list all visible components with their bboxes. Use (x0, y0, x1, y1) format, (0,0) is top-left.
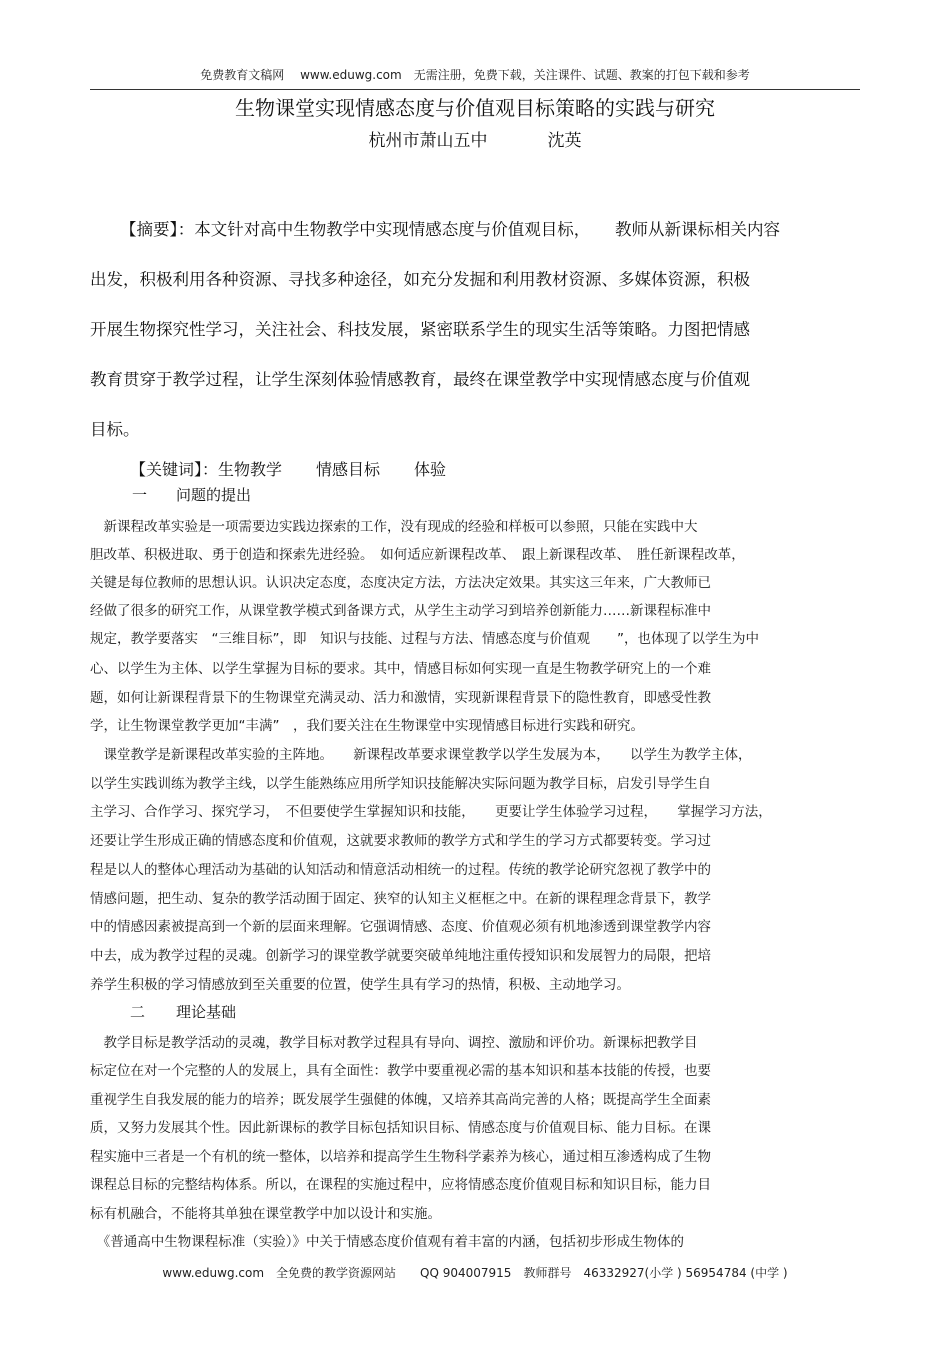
paragraph-line: 标有机融合，不能将其单独在课堂教学中加以设计和实施。 (90, 1206, 441, 1222)
paragraph-line: 养学生积极的学习情感放到至关重要的位置，使学生具有学习的热情，积极、主动地学习。 (90, 977, 630, 993)
school-name: 杭州市萧山五中 (368, 131, 488, 151)
paragraph-line: 心、以学生为主体、以学生掌握为目标的要求。其中，情感目标如何实现一直是生物教学研究上的一个难 (90, 661, 711, 677)
author-name: 沈英 (547, 131, 582, 151)
paragraph-line: 胆改革、积极进取、勇于创造和探索先进经验。 如何适应新课程改革、 跟上新课程改革、 胜任新课程改革， (90, 547, 745, 563)
paragraph-line: 课程总目标的完整结构体系。所以，在课程的实施过程中，应将情感态度价值观目标和知识目标，能力目 (90, 1177, 711, 1193)
paragraph-line: 题，如何让新课程背景下的生物课堂充满灵动、活力和激情，实现新课程背景下的隐性教育，即感受性教 (90, 690, 711, 706)
paragraph-line: 关键是每位教师的思想认识。认识决定态度，态度决定方法，方法决定效果。其实这三年来，广大教师已 (90, 575, 711, 591)
abstract-line: 目标。 (90, 420, 140, 439)
document-title: 生物课堂实现情感态度与价值观目标策略的实践与研究 (235, 96, 715, 120)
paragraph-line: 《普通高中生物课程标准（实验）》中关于情感态度价值观有着丰富的内涵，包括初步形成生物体的 (90, 1234, 684, 1250)
paragraph-line: 还要让学生形成正确的情感态度和价值观，这就要求教师的教学方式和学生的学习方式都要转变。学习过 (90, 833, 711, 849)
keyword: 生物教学 (218, 460, 283, 479)
paragraph-line: 以学生实践训练为教学主线，以学生能熟练应用所学知识技能解决实际问题为教学目标，启发引导学生自 (90, 776, 711, 792)
paragraph-line: 课堂教学是新课程改革实验的主阵地。 新课程改革要求课堂教学以学生发展为本， 以学生为教学主体， (90, 747, 752, 763)
abstract-line: 出发，积极利用各种资源、寻找多种途径，如充分发掘和利用教材资源、多媒体资源，积极 (90, 270, 750, 289)
keyword: 情感目标 (316, 460, 381, 479)
paragraph-line: 学，让生物课堂教学更加“丰满” ，我们要关注在生物课堂中实现情感目标进行实践和研究。 (90, 718, 644, 734)
abstract-line: 开展生物探究性学习，关注社会、科技发展，紧密联系学生的现实生活等策略。力图把情感 (90, 320, 750, 339)
page-header: 免费教育文稿网 www.eduwg.com 无需注册，免费下载，关注课件、试题、教案的打包下载和参考 (200, 68, 750, 82)
paragraph-line: 教学目标是教学活动的灵魂，教学目标对教学过程具有导向、调控、激励和评价功。新课标把教学目 (90, 1035, 698, 1051)
keyword: 体验 (414, 460, 447, 479)
section-heading-2 (130, 1001, 236, 1022)
paragraph-line: 程实施中三者是一个有机的统一整体，以培养和提高学生生物科学素养为核心，通过相互渗透构成了生物 (90, 1149, 711, 1165)
paragraph-line: 中的情感因素被提高到一个新的层面来理解。它强调情感、态度、价值观必须有机地渗透到课堂教学内容 (90, 919, 711, 935)
section-number: 二 (130, 1003, 146, 1021)
paragraph-line: 质，又努力发展其个性。因此新课标的教学目标包括知识目标、情感态度与价值观目标、能力目标。在课 (90, 1120, 711, 1136)
paragraph-line: 程是以人的整体心理活动为基础的认知活动和情意活动相统一的过程。传统的教学论研究忽视了教学中的 (90, 862, 711, 878)
page-footer: www.eduwg.com 全免费的教学资源网站 QQ 904007915 教师群号 46332927(小学 ) 56954784 (中学 ) (162, 1266, 788, 1280)
paragraph-line: 中去，成为教学过程的灵魂。创新学习的课堂教学就要突破单纯地注重传授知识和发展智力的局限，把培 (90, 948, 711, 964)
section-title: 理论基础 (176, 1003, 237, 1021)
paragraph-line: 主学习、合作学习、探究学习， 不但要使学生掌握知识和技能， 更要让学生体验学习过程， 掌握学习方法， (90, 804, 772, 820)
section-number: 一 (132, 486, 148, 504)
paragraph-line: 重视学生自我发展的能力的培养；既发展学生强健的体魄，又培养其高尚完善的人格；既提高学生全面素 (90, 1092, 711, 1108)
paragraph-line: 标定位在对一个完整的人的发展上，具有全面性：教学中要重视必需的基本知识和基本技能的传授，也要 (90, 1063, 711, 1079)
header-divider (90, 89, 860, 90)
section-title: 问题的提出 (176, 486, 252, 504)
byline (0, 126, 950, 151)
keywords-label: 【关键词】： (130, 460, 219, 479)
abstract-line: 【摘要】：本文针对高中生物教学中实现情感态度与价值观目标， 教师从新课标相关内容 (120, 220, 780, 239)
keywords (130, 457, 446, 480)
abstract-line: 教育贯穿于教学过程，让学生深刻体验情感教育，最终在课堂教学中实现情感态度与价值观 (90, 370, 750, 389)
paragraph-line: 规定，教学要落实 “三维目标”，即 知识与技能、过程与方法、情感态度与价值观 ”，也体现了以学生为中 (90, 631, 759, 647)
section-heading-1 (132, 484, 251, 505)
paragraph-line: 情感问题，把生动、复杂的教学活动囿于固定、狭窄的认知主义框框之中。在新的课程理念背景下，教学 (90, 891, 711, 907)
paragraph-line: 经做了很多的研究工作，从课堂教学模式到备课方式，从学生主动学习到培养创新能力……新课程标准中 (90, 603, 711, 619)
paragraph-line: 新课程改革实验是一项需要边实践边探索的工作，没有现成的经验和样板可以参照，只能在实践中大 (90, 519, 698, 535)
